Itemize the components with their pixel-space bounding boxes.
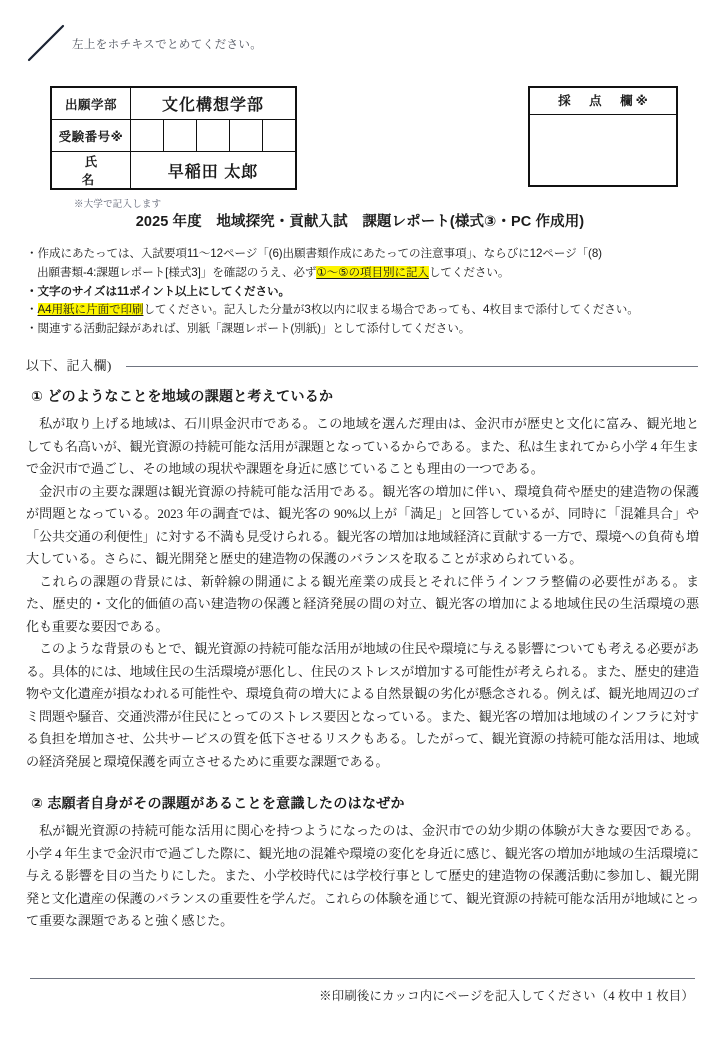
applicant-info-table: [50, 86, 297, 190]
scoring-box: [528, 86, 678, 187]
faculty-label: 出願学部: [51, 87, 131, 120]
staple-instruction-text: 左上をホチキスでとめてください。: [72, 39, 263, 51]
exam-number-cell-2[interactable]: [164, 120, 197, 152]
section-2-paragraph-1: 私が観光資源の持続可能な活用に関心を持つようになったのは、金沢市での幼少期の体験が大きな要因である。小学 4 年生まで金沢市で過ごした際に、観光地の混雑や環境の変化を身近に感じ、観光客の増加が地域の生活環境に与える影響を目の当たりにした。また、小学校時代には学校行事として歴史的建造物の保護活動に参加し、観光開発と文化遺産の保護のバランスの重要性を学んだ。これらの体験を通じて、観光資源の持続可能な活用が地域にとって重要な課題であると強く感じた。: [26, 823, 699, 929]
section-1-paragraph-3: これらの課題の背景には、新幹線の開通による観光産業の成長とそれに伴うインフラ整備の必要性がある。また、歴史的・文化的価値の高い建造物の保護と経済発展の間の対立、観光客の増加による地域住民の生活環境の悪化も重要な要因である。: [26, 573, 699, 634]
instruction-highlight-text: ①～⑤の項目別に記入: [316, 265, 429, 279]
section-heading-1: ① どのようなことを地域の課題と考えているか: [31, 388, 334, 404]
exam-number-cell-1[interactable]: [131, 120, 164, 152]
footer-page-note: ※印刷後にカッコ内にページを記入してください（4 枚中 1 枚目）: [319, 989, 694, 1003]
instruction-highlight-text: A4用紙に片面で印刷: [37, 303, 144, 317]
instruction-line-1-2: [26, 264, 698, 283]
report-body: [26, 386, 699, 933]
section-1-paragraph-1: 私が取り上げる地域は、石川県金沢市である。この地域を選んだ理由は、金沢市が歴史と文化に富み、観光地としても名高いが、観光資源の持続可能な活用が課題となっているからである。また、私は生まれてから小学 4 年生まで金沢市で過ごし、その地域の現状や課題を身近に感じていることも理由の一つである。: [26, 416, 699, 477]
instruction-line-3-1: [26, 301, 698, 320]
instruction-text: ・作成にあたっては、入試要項11～12ページ「(6)出願書類作成にあたっての注意事項」、ならびに12ページ「(8): [26, 247, 602, 260]
instruction-line-4-1: [26, 320, 698, 339]
exam-number-cell-5[interactable]: [263, 120, 297, 152]
table-row-faculty: [51, 87, 296, 120]
scoring-box-area: [530, 115, 676, 185]
instruction-text: ・関連する活動記録があれば、別紙「課題レポート(別紙)」として添付してください。: [26, 322, 471, 336]
exam-number-cell-3[interactable]: [197, 120, 230, 152]
staple-mark-icon: [26, 22, 66, 62]
instruction-line-1-1: [26, 245, 698, 264]
instructions-list: [26, 245, 698, 339]
scoring-box-title: 採 点 欄※: [530, 88, 676, 115]
instruction-text: 出願書類-4:課題レポート[様式3]」を確認のうえ、必ず: [37, 265, 317, 279]
exam-number-label: 受験番号※: [51, 120, 131, 152]
instruction-bold-text: ・文字のサイズは11ポイント以上にしてください。: [26, 284, 290, 298]
applicant-name-label: 氏 名: [51, 152, 131, 190]
exam-number-cell-4[interactable]: [230, 120, 263, 152]
table-row-exam-number: [51, 120, 296, 152]
document-title: 2025 年度 地域探究・貢献入試 課題レポート(様式③・PC 作成用): [135, 214, 585, 230]
section-1-paragraph-2: 金沢市の主要な課題は観光資源の持続可能な活用である。観光客の増加に伴い、環境負荷や歴史的建造物の保護が問題となっている。2023 年の調査では、観光客の 90%以上が「満足」と回答しているが、同時に「混雑具合」や「公共交通の利便性」に対する不満も見受けられる。観光客の増加は地域経済に貢献する一方で、環境への負荷も増大している。さらに、観光開発と歴史的建造物の保護のバランスを取ることが求められている。: [26, 483, 699, 567]
faculty-value: 文化構想学部: [131, 87, 297, 120]
applicant-name-value: 早稲田 太郎: [131, 152, 297, 190]
university-fill-note: ※大学で記入します: [74, 200, 162, 210]
table-row-name: [51, 152, 296, 190]
instruction-text: ・: [26, 303, 38, 317]
instruction-text: してください。記入した分量が3枚以内に収まる場合であっても、4枚目まで添付してください。: [143, 303, 639, 317]
section-heading-2: ② 志願者自身がその課題があることを意識したのはなぜか: [31, 795, 405, 812]
entry-area-divider: [126, 366, 698, 367]
instruction-text: してください。: [428, 265, 510, 279]
instruction-line-2-1: [26, 283, 698, 302]
entry-area-label: 以下、記入欄): [26, 358, 112, 373]
section-1-paragraph-4: このような背景のもとで、観光資源の持続可能な活用が地域の住民や環境に与える影響についても考える必要がある。具体的には、地域住民の生活環境が悪化し、住民のストレスが増加する可能性が考えられる。また、歴史的建造物や文化遺産が損なわれる可能性や、環境負荷の増大による自然景観の劣化が懸念される。例えば、観光地周辺のゴミ問題や騒音、交通渋滞が住民にとってのストレス要因となっている。また、観光客の増加は地域のインフラに対する負担を増加させ、公共サービスの質を低下させるリスクもある。したがって、観光資源の持続可能な活用は、地域の経済発展と環境保護を両立させるために重要な課題である。: [26, 641, 699, 769]
footer-divider: [30, 978, 695, 979]
